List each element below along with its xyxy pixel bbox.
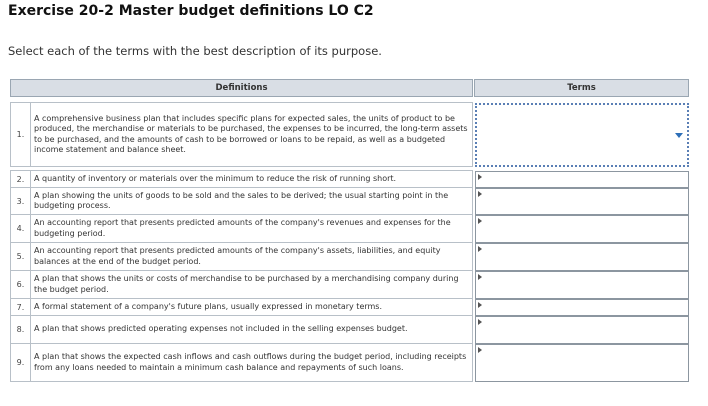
term-select-1[interactable] — [475, 103, 689, 167]
table-row — [11, 299, 689, 316]
row-number: 7. — [11, 299, 31, 316]
definition-text: A comprehensive business plan that includes specific plans for expected sales, the units of product to be produced, the merchandise or materials to be purchased, the expenses to be incurred, the long-term assets to be purchased, and the amounts of cash to be borrowed or loans to be repaid, as well as a budgeted income statement and balance sheet. — [31, 103, 473, 167]
table-row — [11, 316, 689, 344]
table-row — [11, 171, 689, 188]
page-title: Exercise 20-2 Master budget definitions LO C2 — [8, 3, 374, 19]
table-row — [11, 215, 689, 243]
definition-text: A formal statement of a company's future plans, usually expressed in monetary terms. — [31, 299, 473, 316]
caret-icon — [478, 302, 482, 308]
row-number: 6. — [11, 271, 31, 299]
table-row — [11, 271, 689, 299]
table-row — [11, 103, 689, 167]
definition-text: A plan that shows the units or costs of merchandise to be purchased by a merchandising company during the budget period. — [31, 271, 473, 299]
caret-icon — [478, 319, 482, 325]
row-number: 8. — [11, 316, 31, 344]
definitions-header: Definitions — [11, 80, 473, 97]
caret-icon — [478, 218, 482, 224]
definition-text: A plan that shows predicted operating expenses not included in the selling expenses budget. — [31, 316, 473, 344]
table-row — [11, 243, 689, 271]
instruction-text: Select each of the terms with the best description of its purpose. — [8, 44, 382, 58]
definition-text: An accounting report that presents predicted amounts of the company's revenues and expenses for the budgeting period. — [31, 215, 473, 243]
term-select-8[interactable] — [475, 316, 689, 344]
term-select-4[interactable] — [475, 215, 689, 243]
term-select-5[interactable] — [475, 243, 689, 271]
caret-icon — [478, 246, 482, 252]
table-row — [11, 344, 689, 382]
terms-header: Terms — [475, 80, 689, 97]
definition-text: A plan that shows the expected cash inflows and cash outflows during the budget period, including receipts from any loans needed to maintain a minimum cash balance and repayments of such loans. — [31, 344, 473, 382]
term-select-9[interactable] — [475, 344, 689, 382]
caret-icon — [478, 274, 482, 280]
row-number: 1. — [11, 103, 31, 167]
term-select-3[interactable] — [475, 188, 689, 215]
matching-grid — [10, 79, 689, 382]
table-row — [11, 188, 689, 215]
dropdown-arrow-icon — [675, 133, 683, 138]
row-number: 4. — [11, 215, 31, 243]
term-select-7[interactable] — [475, 299, 689, 316]
term-select-6[interactable] — [475, 271, 689, 299]
row-number: 9. — [11, 344, 31, 382]
caret-icon — [478, 347, 482, 353]
definition-text: A quantity of inventory or materials over the minimum to reduce the risk of running short. — [31, 171, 473, 188]
row-number: 2. — [11, 171, 31, 188]
term-select-2[interactable] — [475, 171, 689, 188]
caret-icon — [478, 174, 482, 180]
definition-text: An accounting report that presents predicted amounts of the company's assets, liabilities, and equity balances at the end of the budget period. — [31, 243, 473, 271]
definitions-terms-table — [10, 79, 689, 382]
row-number: 3. — [11, 188, 31, 215]
definition-text: A plan showing the units of goods to be sold and the sales to be derived; the usual starting point in the budgeting process. — [31, 188, 473, 215]
row-number: 5. — [11, 243, 31, 271]
caret-icon — [478, 191, 482, 197]
